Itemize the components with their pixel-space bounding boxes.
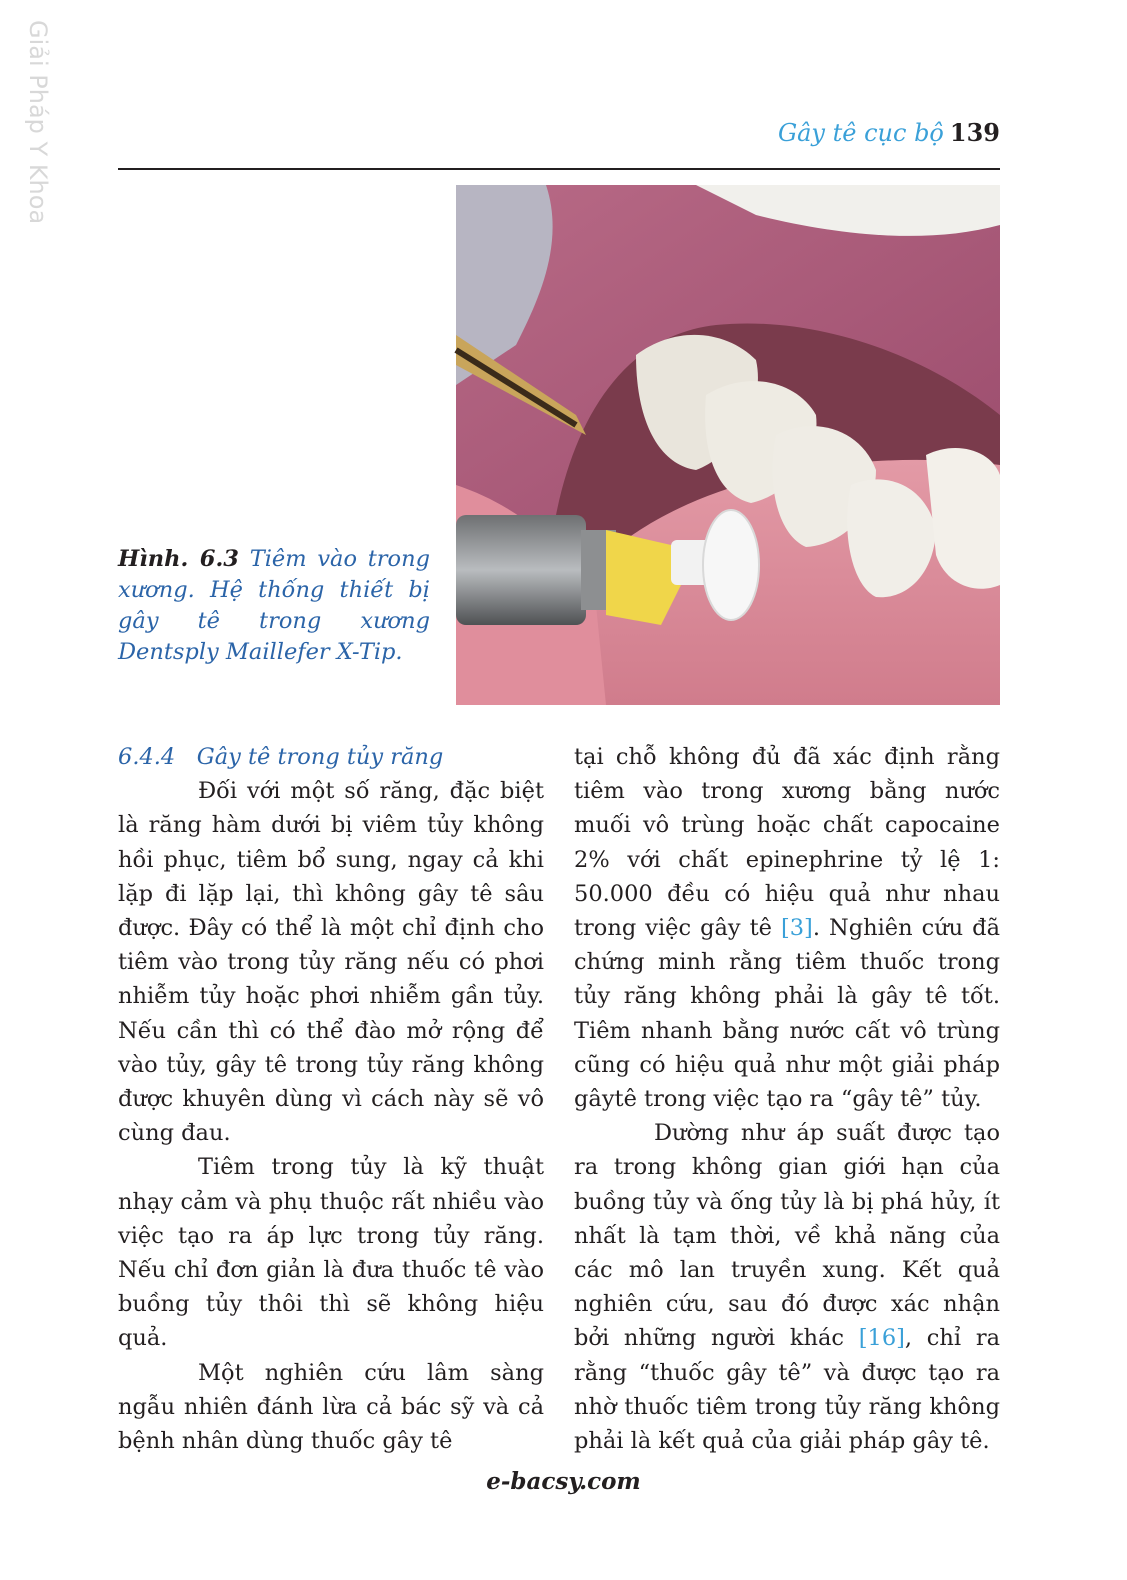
section-heading — [118, 740, 544, 774]
text-run: . Nghiên cứu đã chứng minh rằng tiêm thuốc trong tủy răng không phải là gây tê tốt. Tiêm nhanh bằng nước cất vô trùng cũng có hiệu quả như một giải pháp gâytê trong việc tạo ra “gây tê” tủy. — [574, 915, 1000, 1113]
footer-site: e-bacsy.com — [486, 1468, 641, 1495]
text-run: Dường như áp suất được tạo ra trong không gian giới hạn của buồng tủy và ống tủy là bị phá hủy, ít nhất là tạm thời, về khả năng của các mô lan truyền xung. Kết quả nghiên cứu, sau đó được xác nhận bởi những người khác — [574, 1120, 1000, 1352]
figure-label: Hình. 6.3 — [118, 546, 239, 572]
watermark-svg — [2, 10, 52, 225]
page-number: 139 — [949, 118, 1000, 147]
dental-photo-illustration — [456, 185, 1000, 705]
left-column — [118, 740, 544, 1458]
figure-caption-text: Tiêm vào trong xương. Hệ thống thiết bị gây tê trong xương Dentsply Maillefer X-Tip. — [118, 546, 430, 665]
paragraph — [574, 1116, 1000, 1458]
text-run: , chỉ ra rằng “thuốc gây tê” và được tạo ra nhờ thuốc tiêm trong tủy răng không phải là kết quả của giải pháp gây tê. — [574, 1325, 1001, 1455]
citation-link[interactable]: [16] — [858, 1325, 905, 1352]
watermark-text: Giải Pháp Y Khoa — [24, 20, 52, 225]
figure-photo — [456, 185, 1000, 705]
citation-link[interactable]: [3] — [780, 915, 813, 942]
paragraph: Đối với một số răng, đặc biệt là răng hàm dưới bị viêm tủy không hồi phục, tiêm bổ sung, ngay cả khi lặp đi lặp lại, thì không gây tê sâu được. Đây có thể là một chỉ định cho tiêm vào trong tủy răng nếu có phơi nhiễm tủy hoặc phơi nhiễm gần tủy. Nếu cần thì có thể đào mở rộng để vào tủy, gây tê trong tủy răng không được khuyên dùng vì cách này sẽ vô cùng đau. — [118, 778, 544, 1147]
paragraph — [574, 740, 1000, 1116]
running-title: Gây tê cục bộ — [777, 119, 944, 147]
right-column — [574, 740, 1000, 1458]
page-header — [118, 118, 1000, 158]
text-run: tại chỗ không đủ đã xác định rằng tiêm vào trong xương bằng nước muối vô trùng hoặc chất capocaine 2% với chất epinephrine tỷ lệ 1: 50.000 đều có hiệu quả như nhau trong việc gây tê — [574, 744, 1000, 942]
figure-caption — [118, 544, 430, 668]
side-watermark — [2, 10, 52, 225]
header-rule — [118, 168, 1000, 170]
paragraph: Một nghiên cứu lâm sàng ngẫu nhiên đánh lừa cả bác sỹ và cả bệnh nhân dùng thuốc gây tê — [118, 1359, 544, 1455]
paragraph: Tiêm trong tủy là kỹ thuật nhạy cảm và phụ thuộc rất nhiều vào việc tạo ra áp lực trong tủy răng. Nếu chỉ đơn giản là đưa thuốc tê vào buồng tủy thôi thì sẽ không hiệu quả. — [118, 1154, 544, 1352]
section-number: 6.4.4 — [118, 744, 176, 770]
section-title: Gây tê trong tủy răng — [196, 744, 444, 770]
